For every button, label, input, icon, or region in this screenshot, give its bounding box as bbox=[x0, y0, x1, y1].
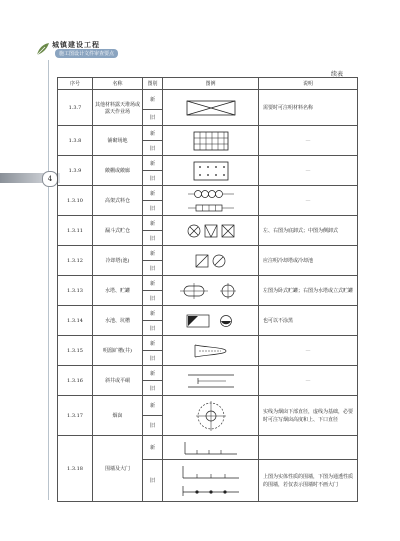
row-note: — bbox=[259, 126, 358, 156]
row-id: 1.3.8 bbox=[58, 126, 93, 156]
row-name: 明溜矿槽(井) bbox=[93, 336, 143, 366]
variant-new: 新 bbox=[143, 126, 163, 141]
symbol-cooling-tower bbox=[163, 246, 259, 276]
continued-label: 续表 bbox=[331, 71, 344, 78]
row-name: 水池、坑槽 bbox=[93, 306, 143, 336]
symbol-paved-ground bbox=[163, 126, 259, 156]
variant-new: 新 bbox=[143, 156, 163, 171]
row-note: 左、右图为底卸式；中图为侧卸式 bbox=[259, 216, 358, 246]
variant-old: 旧 bbox=[143, 261, 163, 276]
row-note: — bbox=[259, 366, 358, 396]
variant-old: 旧 bbox=[143, 291, 163, 306]
margin-line bbox=[48, 60, 49, 500]
table-row bbox=[58, 436, 358, 460]
symbol-inclined-shaft bbox=[163, 366, 259, 396]
row-id: 1.3.16 bbox=[58, 366, 93, 396]
symbol-chimney bbox=[163, 396, 259, 436]
symbol-elevated-bin bbox=[163, 186, 259, 216]
variant-new: 新 bbox=[143, 396, 163, 416]
variant-new: 新 bbox=[143, 90, 163, 110]
table-row bbox=[58, 90, 358, 110]
col-header: 说明 bbox=[259, 78, 358, 90]
variant-old: 旧 bbox=[143, 321, 163, 336]
row-id: 1.3.9 bbox=[58, 156, 93, 186]
leaf-logo-icon bbox=[35, 41, 51, 57]
symbol-ore-chute bbox=[163, 336, 259, 366]
table-row bbox=[58, 366, 358, 381]
symbol-stockyard bbox=[163, 90, 259, 126]
table-header-row bbox=[58, 78, 358, 90]
row-id: 1.3.10 bbox=[58, 186, 93, 216]
symbol-open-shed bbox=[163, 156, 259, 186]
variant-old: 旧 bbox=[143, 231, 163, 246]
col-header: 图别 bbox=[143, 78, 163, 90]
row-note: 实线为烟囱下部直径，虚线为基础，必要时可注写烟囱高度和上、下口直径 bbox=[259, 396, 358, 436]
symbol-wall-gate-old bbox=[163, 460, 259, 502]
brand-title: 城镇建设工程 bbox=[52, 40, 100, 49]
table-row bbox=[58, 186, 358, 201]
variant-new: 新 bbox=[143, 276, 163, 291]
variant-old: 旧 bbox=[143, 381, 163, 396]
symbol-water-pool bbox=[163, 306, 259, 336]
col-header: 图例 bbox=[163, 78, 259, 90]
variant-old: 旧 bbox=[143, 460, 163, 502]
table-row bbox=[58, 276, 358, 291]
row-name: 高架式料仓 bbox=[93, 186, 143, 216]
row-name: 敞棚或敞廊 bbox=[93, 156, 143, 186]
table-row bbox=[58, 156, 358, 171]
legend-table bbox=[57, 77, 358, 502]
row-name: 其他材料露天堆场或露天作业场 bbox=[93, 90, 143, 126]
variant-old: 旧 bbox=[143, 171, 163, 186]
row-name: 水塔、贮罐 bbox=[93, 276, 143, 306]
row-name: 围墙及大门 bbox=[93, 436, 143, 502]
variant-new: 新 bbox=[143, 336, 163, 351]
row-note: — bbox=[259, 156, 358, 186]
variant-old: 旧 bbox=[143, 351, 163, 366]
row-note: 也可以不涂黑 bbox=[259, 306, 358, 336]
row-name: 烟囱 bbox=[93, 396, 143, 436]
row-id: 1.3.12 bbox=[58, 246, 93, 276]
brand-subtitle: 施工图设计文件审查要点 bbox=[55, 49, 118, 58]
table-row bbox=[58, 246, 358, 261]
row-id: 1.3.13 bbox=[58, 276, 93, 306]
row-name: 斜井或平硐 bbox=[93, 366, 143, 396]
row-id: 1.3.14 bbox=[58, 306, 93, 336]
row-note: 应注明冷却塔或冷却池 bbox=[259, 246, 358, 276]
variant-new: 新 bbox=[143, 246, 163, 261]
symbol-wall-gate-new bbox=[163, 436, 259, 460]
row-note: 需要时可注明材料名称 bbox=[259, 90, 358, 126]
row-name: 漏斗式贮仓 bbox=[93, 216, 143, 246]
row-note: — bbox=[259, 336, 358, 366]
row-id: 1.3.18 bbox=[58, 436, 93, 502]
table-row bbox=[58, 126, 358, 141]
variant-old: 旧 bbox=[143, 110, 163, 126]
table-row bbox=[58, 216, 358, 231]
col-header: 名称 bbox=[93, 78, 143, 90]
row-note: — bbox=[259, 186, 358, 216]
page-number: 4 bbox=[42, 171, 58, 187]
variant-new: 新 bbox=[143, 216, 163, 231]
symbol-water-tower bbox=[163, 276, 259, 306]
variant-old: 旧 bbox=[143, 416, 163, 436]
row-id: 1.3.7 bbox=[58, 90, 93, 126]
row-id: 1.3.11 bbox=[58, 216, 93, 246]
row-note: 左图为卧式贮罐；右图为水塔或立式贮罐 bbox=[259, 276, 358, 306]
row-name: 铺砌场地 bbox=[93, 126, 143, 156]
variant-old: 旧 bbox=[143, 201, 163, 216]
table-row bbox=[58, 396, 358, 416]
symbol-hopper-bin bbox=[163, 216, 259, 246]
row-note: 上图为实体性质的围墙，下图为通透性质的围墙，若仅表示围墙时不画大门 bbox=[259, 460, 358, 502]
row-id: 1.3.15 bbox=[58, 336, 93, 366]
row-note bbox=[259, 436, 358, 460]
variant-new: 新 bbox=[143, 366, 163, 381]
variant-old: 旧 bbox=[143, 141, 163, 156]
row-id: 1.3.17 bbox=[58, 396, 93, 436]
variant-new: 新 bbox=[143, 186, 163, 201]
col-header: 序号 bbox=[58, 78, 93, 90]
table-row bbox=[58, 336, 358, 351]
variant-new: 新 bbox=[143, 306, 163, 321]
table-row bbox=[58, 306, 358, 321]
page-header bbox=[0, 0, 400, 60]
row-name: 冷却塔(池) bbox=[93, 246, 143, 276]
variant-new: 新 bbox=[143, 436, 163, 460]
